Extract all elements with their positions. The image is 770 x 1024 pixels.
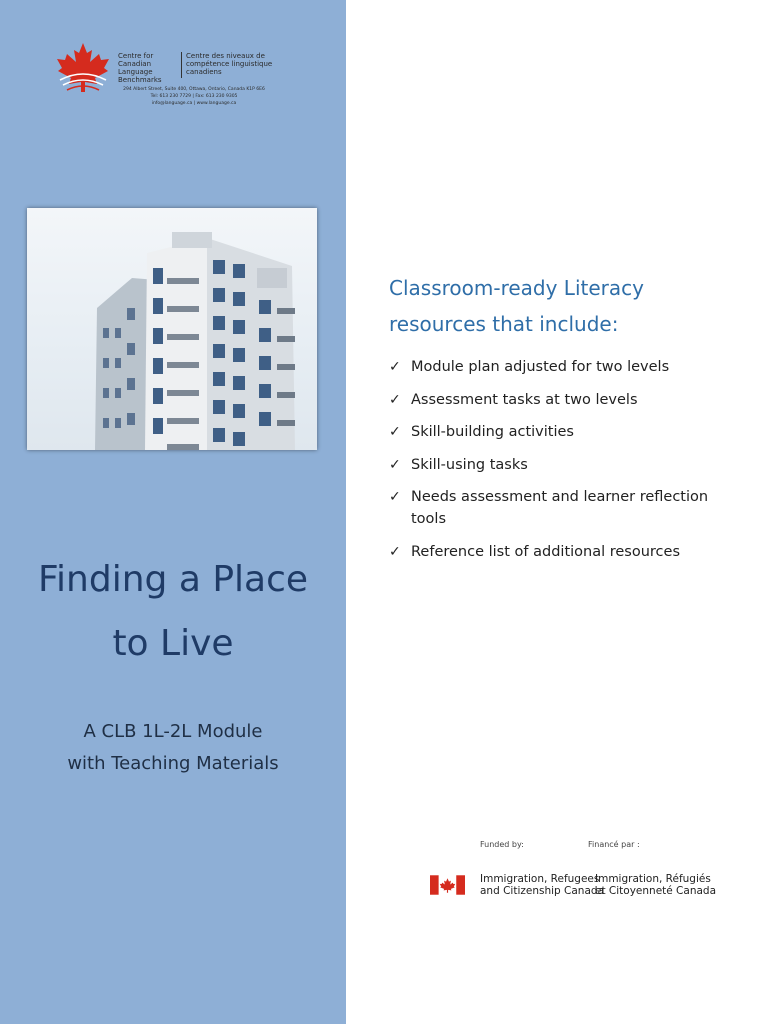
list-item bbox=[389, 541, 729, 563]
logo-org-name-en bbox=[118, 52, 180, 84]
cover-sidebar bbox=[0, 0, 346, 1024]
logo-org-fr-line: compétence linguistique bbox=[186, 60, 273, 68]
logo-org-en-line: Canadian Language bbox=[118, 60, 153, 76]
feature-text: Needs assessment and learner reflection tools bbox=[411, 489, 709, 527]
finance-par-label: Financé par : bbox=[588, 840, 640, 849]
funding-block bbox=[430, 840, 730, 904]
list-item bbox=[389, 389, 729, 411]
department-name-fr bbox=[595, 873, 717, 897]
resources-heading-line: Classroom-ready Literacy bbox=[389, 276, 644, 300]
checkmark-icon: ✓ bbox=[389, 543, 401, 560]
checkmark-icon: ✓ bbox=[389, 489, 401, 505]
funded-by-label: Funded by: bbox=[480, 840, 524, 849]
cover-subtitle-line: A CLB 1L-2L Module bbox=[83, 721, 263, 742]
department-en-line: Immigration, Refugees bbox=[480, 873, 600, 885]
logo-org-en-line: Centre for bbox=[118, 52, 154, 60]
feature-text: Reference list of additional resources bbox=[411, 543, 681, 560]
checkmark-icon: ✓ bbox=[389, 391, 401, 408]
canada-flag-icon bbox=[430, 875, 465, 895]
logo-org-fr-line: Centre des niveaux de bbox=[186, 52, 265, 60]
feature-text: Assessment tasks at two levels bbox=[411, 391, 638, 408]
list-item bbox=[389, 486, 729, 530]
address-line: 294 Albert Street, Suite 400, Ottawa, Ontario, Canada K1P 6E6 bbox=[123, 87, 265, 92]
address-line: Tel: 613 230 7729 | Fax: 613 230 9305 bbox=[150, 94, 238, 99]
cover-title-line: to Live bbox=[112, 623, 234, 664]
features-list bbox=[389, 356, 729, 573]
checkmark-icon: ✓ bbox=[389, 359, 401, 375]
department-fr-line: Immigration, Réfugiés bbox=[595, 873, 711, 885]
checkmark-icon: ✓ bbox=[389, 456, 401, 473]
cover-subtitle bbox=[20, 716, 326, 780]
department-fr-line: et Citoyenneté Canada bbox=[595, 885, 717, 897]
checkmark-icon: ✓ bbox=[389, 424, 401, 440]
resources-heading-line: resources that include: bbox=[389, 312, 619, 336]
address-line: info@language.ca | www.language.ca bbox=[151, 101, 237, 106]
apartment-building-illustration bbox=[27, 208, 317, 450]
logo-org-fr-line: canadiens bbox=[186, 68, 222, 76]
cover-title bbox=[20, 548, 326, 676]
logo-divider bbox=[181, 52, 182, 78]
logo-org-en-line: Benchmarks bbox=[118, 76, 162, 84]
cclb-logo bbox=[54, 40, 294, 120]
feature-text: Skill-building activities bbox=[411, 424, 574, 440]
resources-heading bbox=[389, 270, 749, 342]
list-item bbox=[389, 356, 729, 378]
feature-text: Module plan adjusted for two levels bbox=[411, 359, 670, 375]
feature-text: Skill-using tasks bbox=[411, 456, 528, 473]
apartment-building-photo bbox=[27, 208, 317, 450]
list-item bbox=[389, 454, 729, 476]
cover-subtitle-line: with Teaching Materials bbox=[67, 753, 279, 774]
cover-title-line: Finding a Place bbox=[37, 559, 309, 600]
logo-address bbox=[94, 86, 294, 107]
department-en-line: and Citizenship Canada bbox=[480, 885, 605, 897]
department-name-en bbox=[480, 873, 605, 897]
list-item bbox=[389, 421, 729, 443]
logo-org-name-fr bbox=[186, 52, 286, 76]
